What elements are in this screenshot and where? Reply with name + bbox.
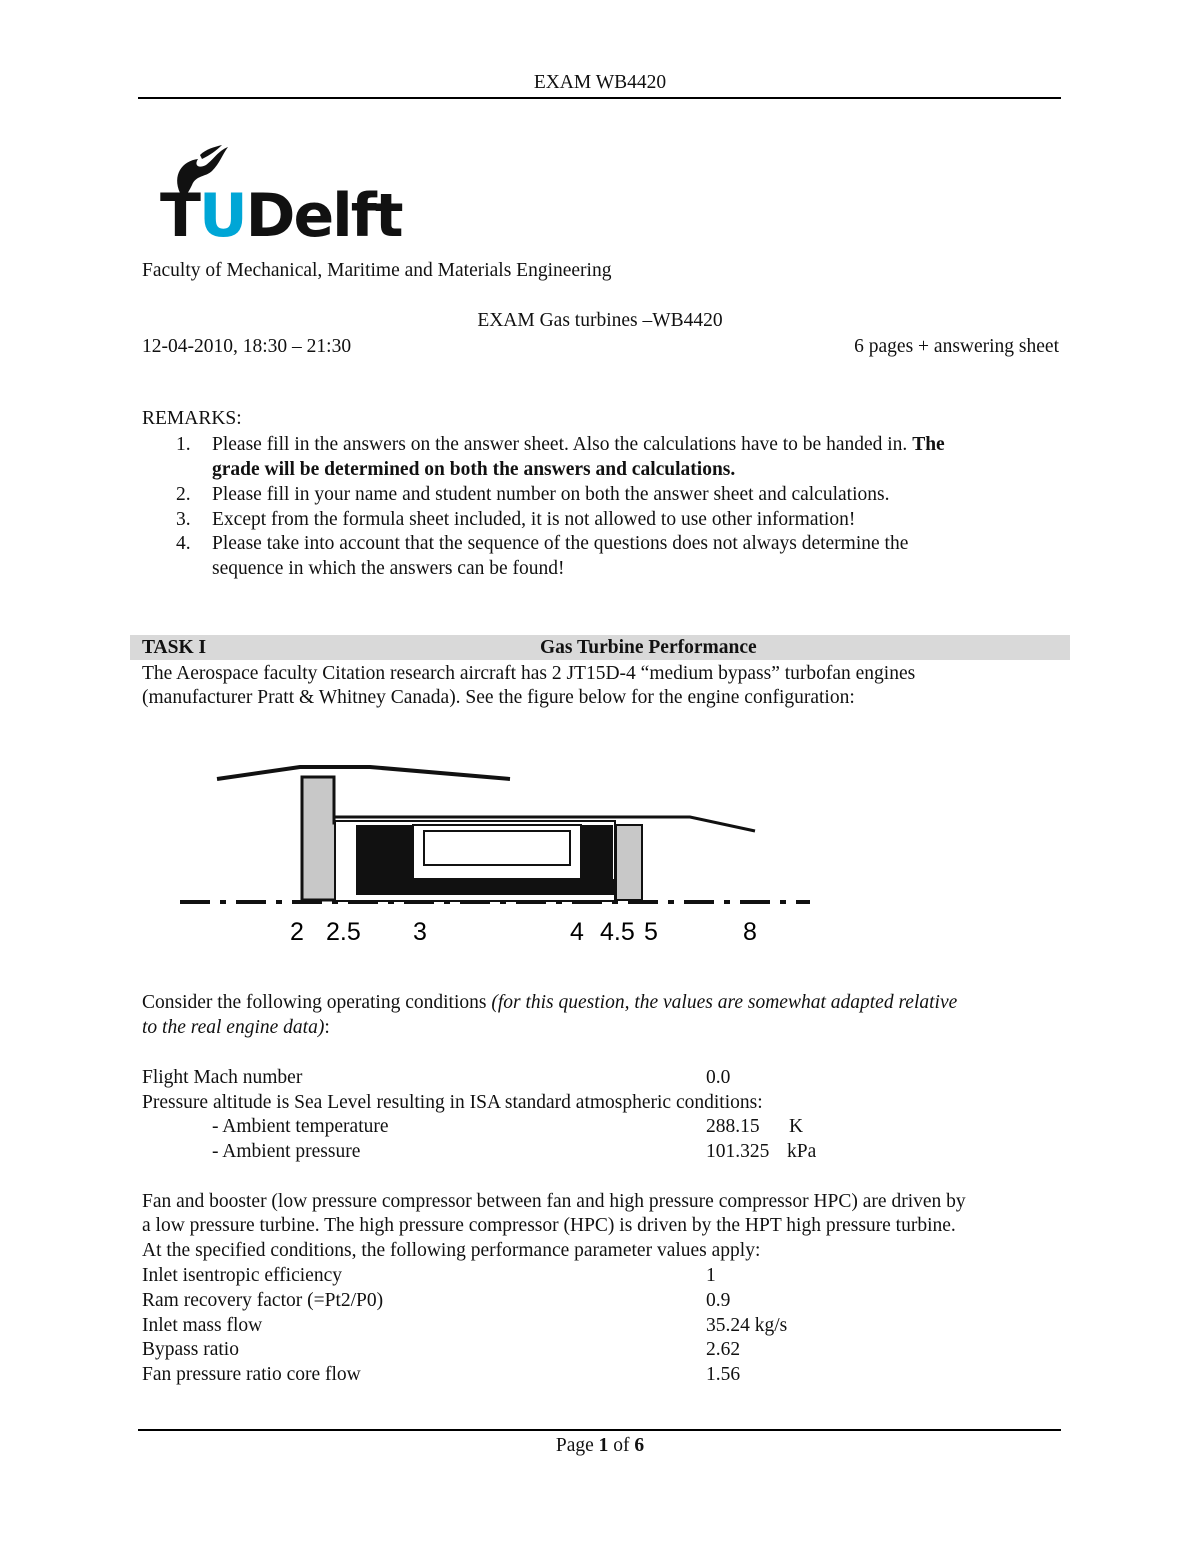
station-label-4: 4 xyxy=(570,918,584,946)
shaft xyxy=(356,879,616,895)
perf-value-ram: 0.9 xyxy=(706,1290,731,1311)
conditions-intro-line1 xyxy=(142,992,957,1014)
page-word: Page xyxy=(555,1435,594,1456)
station-label-8: 8 xyxy=(743,918,757,946)
remark-1-line2: grade will be determined on both the answers and calculations. xyxy=(212,459,736,480)
conditions-intro-colon: : xyxy=(324,1017,330,1038)
page-total: 6 xyxy=(634,1435,645,1456)
perf-label-inlet-eff: Inlet isentropic efficiency xyxy=(142,1265,342,1286)
task-title: Gas Turbine Performance xyxy=(540,637,757,658)
perf-label-fan-pr: Fan pressure ratio core flow xyxy=(142,1364,361,1385)
condition-label-mach: Flight Mach number xyxy=(142,1067,303,1088)
exam-title: EXAM Gas turbines –WB4420 xyxy=(477,310,723,331)
station-label-5: 5 xyxy=(644,918,658,946)
perf-label-mass-flow: Inlet mass flow xyxy=(142,1315,263,1336)
condition-unit-temp: K xyxy=(789,1116,804,1137)
condition-value-mach: 0.0 xyxy=(706,1067,731,1088)
perf-value-bypass: 2.62 xyxy=(706,1339,741,1360)
remark-num-2: 2. xyxy=(176,484,191,505)
condition-label-altitude: Pressure altitude is Sea Level resulting in ISA standard atmospheric conditions: xyxy=(142,1092,763,1113)
condition-value-temp: 288.15 xyxy=(706,1116,760,1137)
lp-turbine-block xyxy=(616,825,642,900)
station-label-3: 3 xyxy=(413,918,427,946)
combustor-inner xyxy=(424,831,570,865)
hp-turbine-block xyxy=(581,825,613,895)
conditions-intro-italic-2: to the real engine data) xyxy=(142,1017,325,1038)
task-label: TASK I xyxy=(142,637,207,658)
exam-pages: 6 pages + answering sheet xyxy=(854,336,1059,357)
page-of-word: of xyxy=(613,1435,630,1456)
page-current: 1 xyxy=(598,1435,609,1456)
remark-2-text: Please fill in your name and student number on both the answer sheet and calculations. xyxy=(212,484,890,505)
conditions-intro-line2 xyxy=(142,1017,330,1039)
conditions-intro-italic: (for this question, the values are somewhat adapted relative xyxy=(491,992,958,1013)
perf-value-fan-pr: 1.56 xyxy=(706,1364,741,1385)
conditions-intro-text: Consider the following operating conditions xyxy=(142,992,492,1013)
task-intro-line2: (manufacturer Pratt & Whitney Canada). See the figure below for the engine configuration: xyxy=(142,687,855,708)
perf-label-bypass: Bypass ratio xyxy=(142,1339,239,1360)
remark-1-line1 xyxy=(212,434,945,456)
header-rule xyxy=(138,97,1061,99)
perf-label-ram: Ram recovery factor (=Pt2/P0) xyxy=(142,1290,384,1311)
footer-rule xyxy=(138,1429,1061,1431)
logo-t: T xyxy=(160,181,199,251)
remark-num-1: 1. xyxy=(176,434,191,455)
perf-value-mass-flow: 35.24 kg/s xyxy=(706,1315,788,1336)
station-label-4-5: 4.5 xyxy=(600,918,635,946)
condition-label-temp: - Ambient temperature xyxy=(212,1116,389,1137)
performance-para-line3: At the specified conditions, the following performance parameter values apply: xyxy=(142,1240,761,1261)
perf-value-inlet-eff: 1 xyxy=(706,1265,716,1286)
condition-value-pressure: 101.325 xyxy=(706,1141,770,1162)
nacelle-upper-line xyxy=(217,767,510,779)
remark-num-4: 4. xyxy=(176,533,191,554)
faculty-name: Faculty of Mechanical, Maritime and Materials Engineering xyxy=(142,260,612,281)
logo-u: U xyxy=(198,181,246,251)
engine-configuration-diagram xyxy=(170,755,820,955)
remark-4-line2: sequence in which the answers can be found! xyxy=(212,558,565,579)
task-intro-line1: The Aerospace faculty Citation research aircraft has 2 JT15D-4 “medium bypass” turbofan engines xyxy=(142,663,916,684)
remarks-heading: REMARKS: xyxy=(142,408,242,429)
page-number xyxy=(0,1435,1200,1457)
remark-1-bold-start: The xyxy=(912,434,945,455)
exam-datetime: 12-04-2010, 18:30 – 21:30 xyxy=(142,336,352,357)
condition-unit-pressure: kPa xyxy=(787,1141,817,1162)
remark-1-text: Please fill in the answers on the answer sheet. Also the calculations have to be handed in. xyxy=(212,434,908,455)
remark-num-3: 3. xyxy=(176,509,191,530)
performance-para-line2: a low pressure turbine. The high pressure compressor (HPC) is driven by the HPT high pressure turbine. xyxy=(142,1215,956,1236)
remark-3-text: Except from the formula sheet included, it is not allowed to use other information! xyxy=(212,509,856,530)
station-label-2: 2 xyxy=(290,918,304,946)
logo-delft: Delft xyxy=(245,181,402,251)
station-label-2-5: 2.5 xyxy=(326,918,361,946)
header-title: EXAM WB4420 xyxy=(533,72,667,93)
tu-delft-logo xyxy=(160,145,402,251)
remark-4-line1: Please take into account that the sequence of the questions does not always determine the xyxy=(212,533,909,554)
condition-label-pressure: - Ambient pressure xyxy=(212,1141,361,1162)
performance-para-line1: Fan and booster (low pressure compressor between fan and high pressure compressor HPC) are driven by xyxy=(142,1191,966,1212)
